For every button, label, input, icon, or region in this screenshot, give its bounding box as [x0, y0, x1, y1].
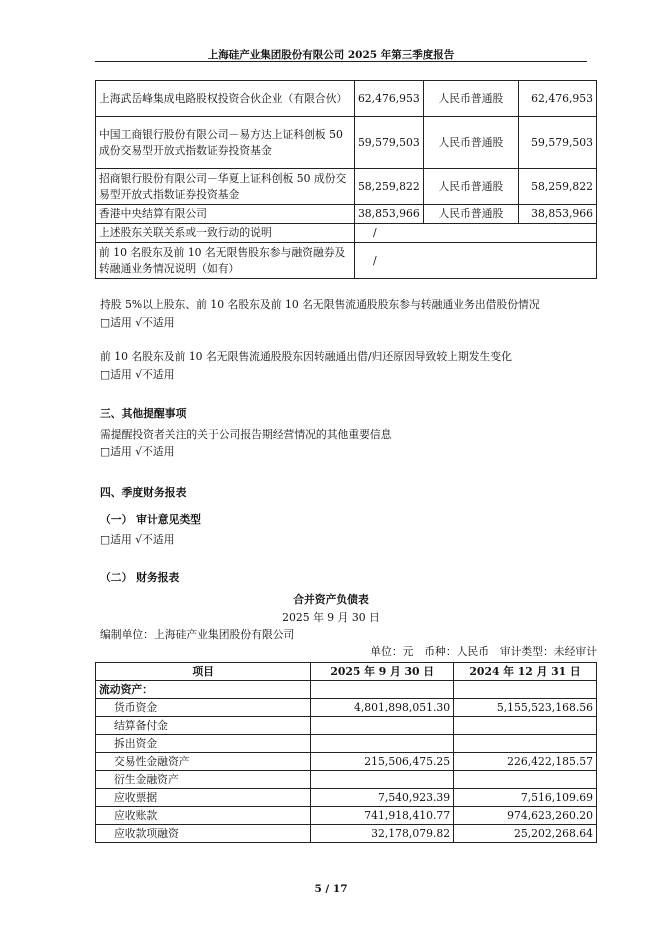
table-row [96, 825, 597, 843]
reminder-applicability: □适用 √不适用 [100, 445, 175, 458]
header-divider [95, 61, 587, 62]
change-title: 前 10 名股东及前 10 名无限售流通股股东因转融通出借/归还原因导致较上期发生变化 [100, 350, 512, 363]
section-current-assets: 流动资产： [96, 681, 311, 699]
share-type: 人民币普通股 [423, 169, 518, 205]
table-row [96, 169, 597, 205]
table-row [96, 224, 597, 243]
row-item: 应收票据 [96, 789, 311, 807]
relation-note-value: / [354, 224, 596, 243]
table-row [96, 117, 597, 169]
audit-applicability: □适用 √不适用 [100, 533, 175, 546]
share-type: 人民币普通股 [423, 205, 518, 224]
row-value-2024: 5,155,523,168.56 [454, 699, 597, 717]
table-row [96, 205, 597, 224]
lending-applicability: □适用 √不适用 [100, 316, 175, 329]
row-value-2024 [454, 771, 597, 789]
row-value-2024 [454, 735, 597, 753]
row-value-2024: 974,623,260.20 [454, 807, 597, 825]
row-value-2025: 215,506,475.25 [311, 753, 454, 771]
table-row [96, 699, 597, 717]
balance-sheet-date: 2025 年 9 月 30 日 [282, 611, 380, 624]
table-row [96, 807, 597, 825]
audit-opinion-heading: （一） 审计意见类型 [100, 513, 201, 526]
holder-name: 上海武岳峰集成电路股权投资合伙企业（有限合伙） [96, 81, 355, 117]
page-header-title: 上海硅产业集团股份有限公司 2025 年第三季度报告 [207, 49, 455, 61]
holder-name: 招商银行股份有限公司－华夏上证科创板 50 成份交易型开放式指数证券投资基金 [96, 169, 355, 205]
table-row [96, 735, 597, 753]
col-header-item: 项目 [96, 663, 311, 681]
relation-note-label: 上述股东关联关系或一致行动的说明 [96, 224, 355, 243]
row-item: 衍生金融资产 [96, 771, 311, 789]
share-type: 人民币普通股 [423, 81, 518, 117]
holder-shares: 59,579,503 [354, 117, 423, 169]
margin-note-value: / [354, 243, 596, 279]
holder-shares: 58,259,822 [354, 169, 423, 205]
share-count: 38,853,966 [519, 205, 597, 224]
row-value-2025 [311, 717, 454, 735]
table-header-row [96, 663, 597, 681]
row-item: 应收账款 [96, 807, 311, 825]
holder-name: 中国工商银行股份有限公司－易方达上证科创板 50 成份交易型开放式指数证券投资基金 [96, 117, 355, 169]
row-value-2025: 7,540,923.39 [311, 789, 454, 807]
table-row [96, 81, 597, 117]
units-line: 单位：元 币种：人民币 审计类型：未经审计 [370, 645, 597, 658]
preparer: 编制单位：上海硅产业集团股份有限公司 [100, 628, 295, 641]
table-row [96, 717, 597, 735]
lending-title: 持股 5%以上股东、前 10 名股东及前 10 名无限售流通股股东参与转融通业务出借股份情况 [100, 298, 540, 311]
margin-note-label: 前 10 名股东及前 10 名无限售股东参与融资融券及转融通业务情况说明（如有） [96, 243, 355, 279]
row-item: 交易性金融资产 [96, 753, 311, 771]
row-value-2024: 25,202,268.64 [454, 825, 597, 843]
row-value-2025 [311, 771, 454, 789]
change-applicability: □适用 √不适用 [100, 368, 175, 381]
row-value-2025 [311, 735, 454, 753]
share-count: 59,579,503 [519, 117, 597, 169]
holder-shares: 38,853,966 [354, 205, 423, 224]
table-row [96, 753, 597, 771]
holder-shares: 62,476,953 [354, 81, 423, 117]
statements-heading: （二） 财务报表 [100, 571, 180, 584]
row-item: 结算备付金 [96, 717, 311, 735]
balance-sheet-table [95, 662, 597, 843]
reminder-text: 需提醒投资者关注的关于公司报告期经营情况的其他重要信息 [100, 428, 392, 441]
table-row [96, 681, 597, 699]
table-row [96, 789, 597, 807]
holder-name: 香港中央结算有限公司 [96, 205, 355, 224]
financial-statements-heading: 四、季度财务报表 [100, 486, 187, 499]
balance-sheet-title: 合并资产负债表 [293, 593, 369, 606]
row-item: 货币资金 [96, 699, 311, 717]
col-header-2025: 2025 年 9 月 30 日 [311, 663, 454, 681]
row-value-2025: 4,801,898,051.30 [311, 699, 454, 717]
row-value-2024: 226,422,185.57 [454, 753, 597, 771]
row-value-2025: 741,918,410.77 [311, 807, 454, 825]
row-value-2024: 7,516,109.69 [454, 789, 597, 807]
share-type: 人民币普通股 [423, 117, 518, 169]
row-value-2024 [454, 717, 597, 735]
table-row [96, 771, 597, 789]
share-count: 58,259,822 [519, 169, 597, 205]
table-row [96, 243, 597, 279]
row-item: 拆出资金 [96, 735, 311, 753]
row-value-2025: 32,178,079.82 [311, 825, 454, 843]
page-number: 5 / 17 [314, 883, 348, 895]
shareholders-table [95, 80, 597, 279]
col-header-2024: 2024 年 12 月 31 日 [454, 663, 597, 681]
reminder-heading: 三、其他提醒事项 [100, 407, 187, 420]
row-item: 应收款项融资 [96, 825, 311, 843]
share-count: 62,476,953 [519, 81, 597, 117]
